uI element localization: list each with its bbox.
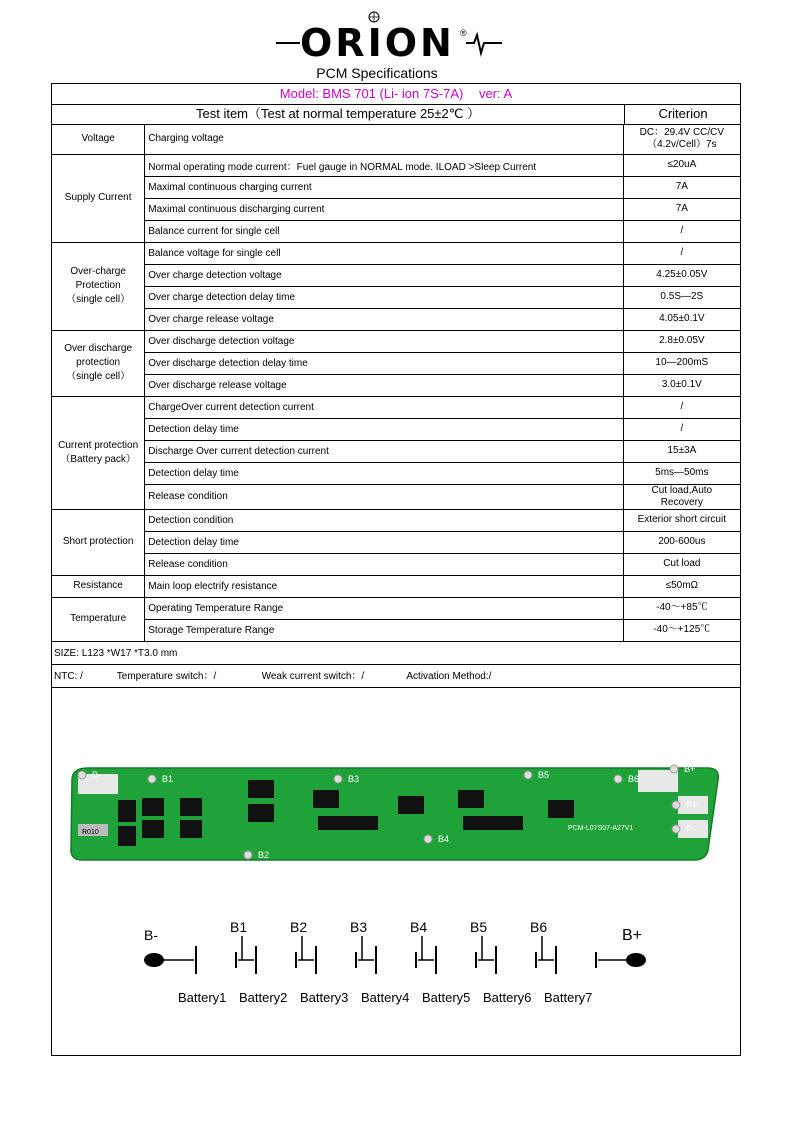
pcb-pad [672, 825, 680, 833]
pcb-terminal-label: B2 [258, 850, 270, 860]
wiring-schematic [132, 914, 662, 994]
table-row [52, 531, 740, 553]
test-item-cell: Detection delay time [145, 462, 623, 484]
table-row [52, 440, 740, 462]
table-row [52, 619, 740, 641]
activation-method-text: Activation Method:/ [406, 671, 492, 682]
table-row [52, 220, 740, 242]
table-row [52, 308, 740, 330]
ntc-row [52, 666, 740, 688]
table-row [52, 374, 740, 396]
table-row [52, 176, 740, 198]
size-text: SIZE: L123 *W17 *T3.0 mm [54, 648, 178, 659]
table-row [52, 330, 740, 352]
criterion-cell: Cut load,Auto Recovery [623, 484, 740, 509]
brand-logo [270, 10, 510, 82]
category-cell: Over discharge protection （single cell） [52, 330, 145, 396]
tap-label: B6 [530, 919, 548, 935]
category-cell: Current protection （Battery pack） [52, 396, 145, 509]
table-row [52, 198, 740, 220]
pcb-pad [672, 801, 680, 809]
pcb-part-code: PCM-L07S07-A27V1 [568, 825, 634, 832]
test-item-cell: Over discharge detection voltage [145, 330, 623, 352]
wiring-negative-label: B- [144, 927, 158, 943]
criterion-cell: -40～+85℃ [623, 597, 740, 619]
criterion-cell: 10—200mS [623, 352, 740, 374]
table-row [52, 352, 740, 374]
pcb-terminal-label: B+ [684, 764, 696, 774]
category-cell: Supply Current [52, 154, 145, 242]
table-row [52, 575, 740, 597]
criterion-cell: 200-600us [623, 531, 740, 553]
spec-sheet [51, 83, 741, 1056]
criterion-cell: 15±3A [623, 440, 740, 462]
test-item-cell: Normal operating mode current：Fuel gauge in NORMAL mode. ILOAD >Sleep Current [145, 154, 623, 176]
battery-label: Battery5 [422, 990, 471, 1005]
pcb-pad [334, 775, 342, 783]
pcb-terminal-label: B4 [438, 834, 450, 844]
table-row [52, 154, 740, 176]
tap-label: B2 [290, 919, 308, 935]
criterion-cell: 4.05±0.1V [623, 308, 740, 330]
criterion-cell: 4.25±0.05V [623, 264, 740, 286]
tap-label: B4 [410, 919, 428, 935]
test-item-cell: Detection delay time [145, 531, 623, 553]
tap-label: B5 [470, 919, 488, 935]
battery-label: Battery3 [300, 990, 349, 1005]
table-row [52, 396, 740, 418]
table-row [52, 553, 740, 575]
criterion-cell: 7A [623, 176, 740, 198]
tap-label: B1 [230, 919, 248, 935]
version-text: ver: A [478, 86, 513, 101]
pcb-terminal-label: B5 [538, 770, 550, 780]
orion-logo-icon [270, 10, 510, 70]
battery-wiring-diagram [132, 914, 662, 1005]
criterion-cell: Cut load [623, 553, 740, 575]
ntc-text: NTC: / [54, 671, 83, 682]
pcb-terminal-label: B- [92, 770, 101, 780]
category-cell: Resistance [52, 575, 145, 597]
table-row [52, 484, 740, 509]
pcb-pad [524, 771, 532, 779]
battery-label: Battery2 [239, 990, 288, 1005]
criterion-cell: -40～+125℃ [623, 619, 740, 641]
logo-wordmark: ORION [300, 21, 455, 65]
table-row [52, 509, 740, 531]
test-item-cell: Storage Temperature Range [145, 619, 623, 641]
registered-mark: ® [460, 28, 467, 38]
criterion-cell: ≤50mΩ [623, 575, 740, 597]
criterion-cell: 0.5S—2S [623, 286, 740, 308]
battery-label: Battery1 [178, 990, 227, 1005]
page-subtitle: PCM Specifications [316, 65, 438, 81]
test-item-cell: Balance current for single cell [145, 220, 623, 242]
test-item-cell: Over discharge release voltage [145, 374, 623, 396]
test-item-cell: Over discharge detection delay time [145, 352, 623, 374]
test-item-cell: Over charge detection voltage [145, 264, 623, 286]
test-item-cell: Over charge detection delay time [145, 286, 623, 308]
test-item-cell: Detection delay time [145, 418, 623, 440]
criterion-cell: Exterior short circuit [623, 509, 740, 531]
test-item-cell: Detection condition [145, 509, 623, 531]
pcb-pad [424, 835, 432, 843]
temperature-switch-text: Temperature switch：/ [116, 671, 217, 682]
criterion-cell: / [623, 220, 740, 242]
test-item-cell: Discharge Over current detection current [145, 440, 623, 462]
table-row [52, 286, 740, 308]
category-cell: Over-charge Protection （single cell） [52, 242, 145, 330]
battery-labels [178, 990, 605, 1005]
criterion-header: Criterion [624, 104, 741, 124]
pcb-pad [148, 775, 156, 783]
spec-table [52, 124, 740, 642]
test-item-cell: Maximal continuous discharging current [145, 198, 623, 220]
pcb-board-image [68, 760, 720, 864]
weak-current-switch-text: Weak current switch：/ [261, 671, 365, 682]
test-item-cell: Operating Temperature Range [145, 597, 623, 619]
table-row [52, 124, 740, 154]
criterion-cell: ≤20uA [623, 154, 740, 176]
criterion-cell: / [623, 418, 740, 440]
category-cell: Temperature [52, 597, 145, 641]
criterion-cell: / [623, 242, 740, 264]
size-row [52, 643, 740, 665]
test-item-cell: Main loop electrify resistance [145, 575, 623, 597]
criterion-cell: 2.8±0.05V [623, 330, 740, 352]
criterion-cell: 3.0±0.1V [623, 374, 740, 396]
test-item-cell: Release condition [145, 484, 623, 509]
table-row [52, 264, 740, 286]
test-item-cell: Over charge release voltage [145, 308, 623, 330]
pcb-terminal-label: P- [686, 824, 695, 834]
table-row [52, 597, 740, 619]
pcb-pad [670, 765, 678, 773]
wiring-positive-label: B+ [622, 927, 643, 944]
test-item-header: Test item（Test at normal temperature 25±2℃ ） [195, 106, 480, 121]
pcb-terminal-label: P+ [686, 800, 698, 810]
test-item-cell: Balance voltage for single cell [145, 242, 623, 264]
pcb-pad [78, 771, 86, 779]
test-item-cell: Release condition [145, 553, 623, 575]
test-item-cell: ChargeOver current detection current [145, 396, 623, 418]
tap-label: B3 [350, 919, 368, 935]
criterion-cell: / [623, 396, 740, 418]
category-cell: Short protection [52, 509, 145, 575]
battery-label: Battery6 [483, 990, 532, 1005]
pcb-terminal-label: B3 [348, 774, 360, 784]
table-row [52, 462, 740, 484]
pcb-pad [614, 775, 622, 783]
battery-label: Battery4 [361, 990, 410, 1005]
battery-label: Battery7 [544, 990, 593, 1005]
pcb-pad [244, 851, 252, 859]
category-cell: Voltage [52, 124, 145, 154]
pcb-terminal-label: B6 [628, 774, 640, 784]
table-row [52, 418, 740, 440]
table-row [52, 242, 740, 264]
model-text: Model: BMS 701 (Li- ion 7S-7A) [279, 86, 464, 101]
test-item-cell: Maximal continuous charging current [145, 176, 623, 198]
criterion-cell: DC：29.4V CC/CV （4.2v/Cell）7s [623, 124, 740, 154]
pcb-resistor-label: R010 [82, 829, 99, 836]
table-header [52, 104, 740, 125]
test-item-cell: Charging voltage [145, 124, 623, 154]
criterion-cell: 5ms—50ms [623, 462, 740, 484]
pcb-terminal-label: B1 [162, 774, 174, 784]
model-line [52, 84, 740, 105]
criterion-cell: 7A [623, 198, 740, 220]
